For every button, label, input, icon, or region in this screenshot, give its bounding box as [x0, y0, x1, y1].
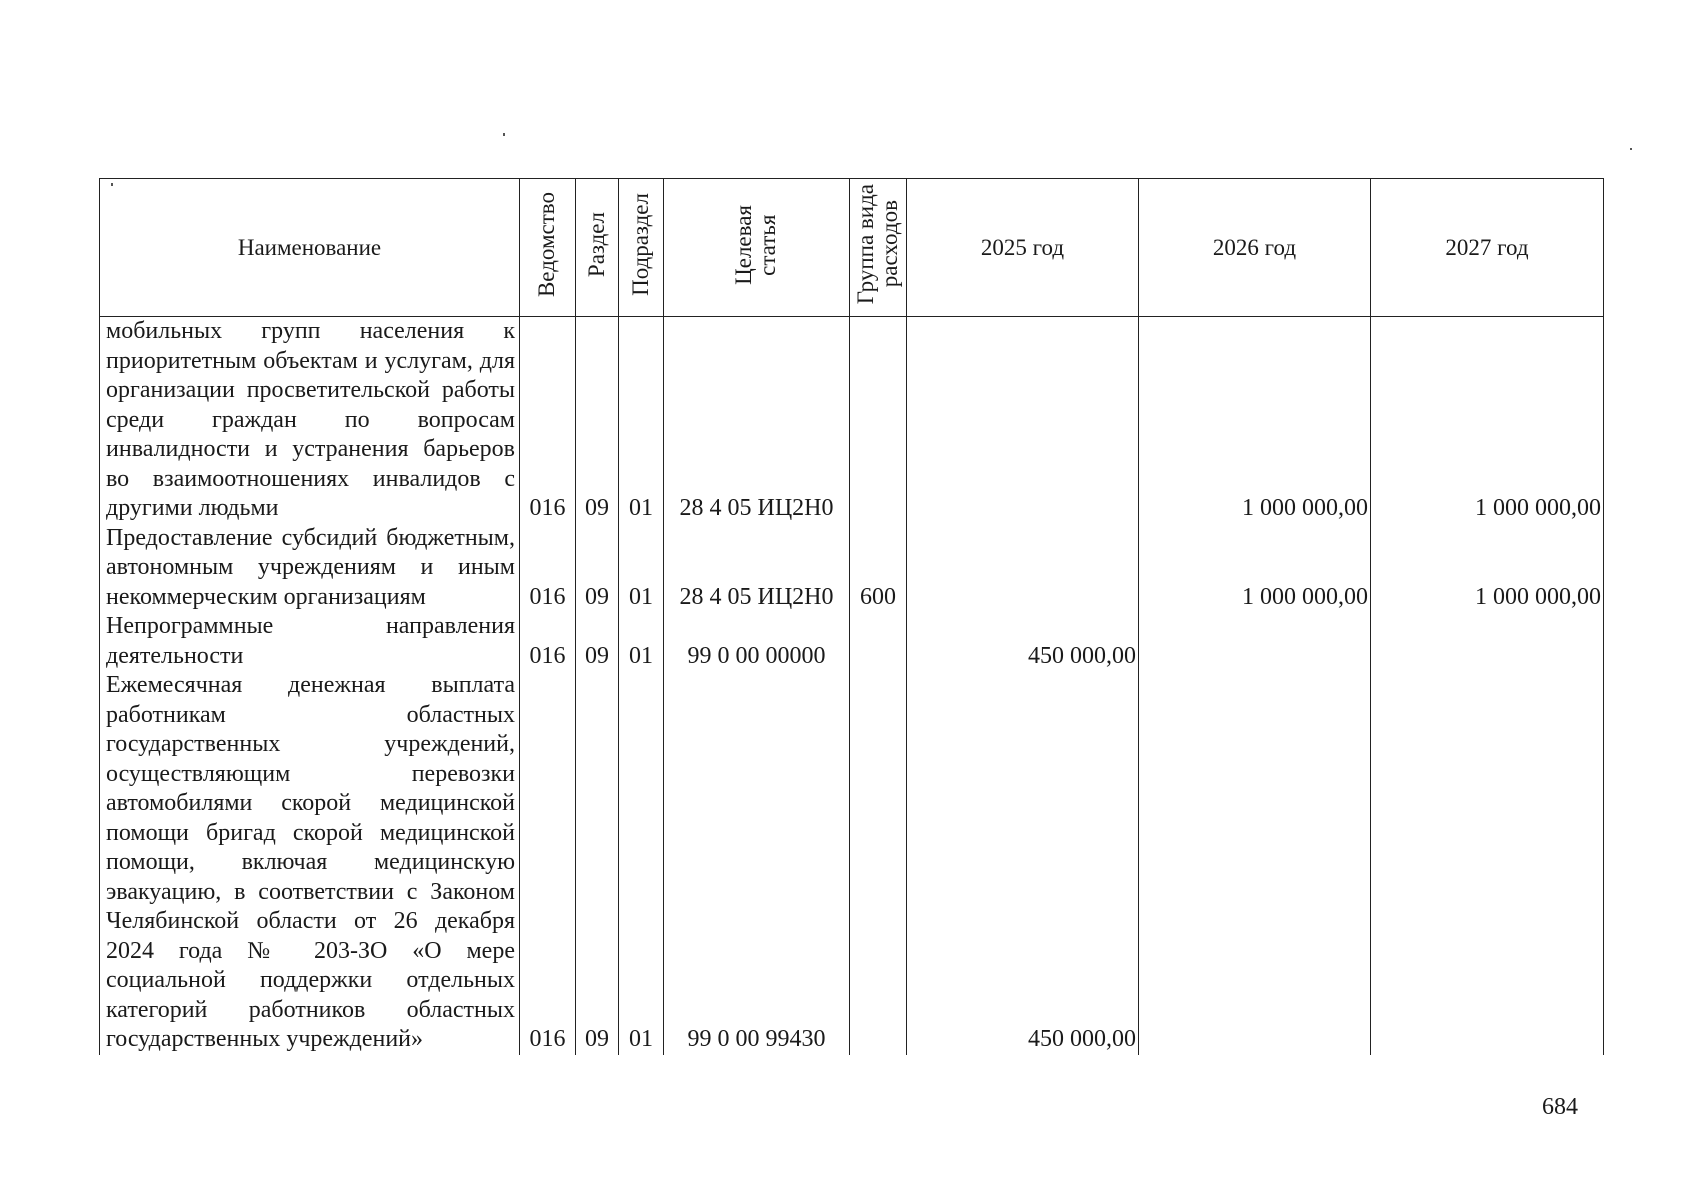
header-2025: 2025 год [907, 179, 1139, 317]
row-name: Непрограммные направления деятельности [100, 612, 520, 671]
budget-table [99, 178, 1604, 1055]
row-podrazdel: 01 [619, 612, 664, 671]
row-2026 [1139, 671, 1371, 1055]
table-row [100, 671, 1604, 1055]
row-name: мобильных групп населения к приоритетным объектам и услугам, для организации просветительской работы среди граждан по вопросам инвалидности и устранения барьеров во взаимоотношениях инвалидов с другими людьми [100, 317, 520, 524]
row-podrazdel: 01 [619, 671, 664, 1055]
row-celevaya: 99 0 00 99430 [664, 671, 850, 1055]
row-gruppa [850, 671, 907, 1055]
row-podrazdel: 01 [619, 317, 664, 524]
scan-speck [111, 183, 113, 186]
row-gruppa: 600 [850, 524, 907, 613]
row-podrazdel: 01 [619, 524, 664, 613]
row-2025: 450 000,00 [907, 612, 1139, 671]
header-ved: Ведомство [520, 179, 576, 317]
table-row [100, 524, 1604, 613]
row-name: Ежемесячная денежная выплата работникам областных государственных учреждений, осуществляющим перевозки автомобилями скорой медицинской помощи бригад скорой медицинской помощи, включая медицинскую эвакуацию, в соответствии с Законом Челябинской области от 26 декабря 2024 года № 203-ЗО «О мере социальной поддержки отдельных категорий работников областных государственных учреждений» [100, 671, 520, 1055]
row-ved: 016 [520, 612, 576, 671]
row-2027 [1371, 612, 1604, 671]
row-celevaya: 28 4 05 ИЦ2Н0 [664, 524, 850, 613]
row-2025 [907, 317, 1139, 524]
scan-speck [503, 133, 505, 136]
header-podrazdel: Подраздел [619, 179, 664, 317]
row-2026: 1 000 000,00 [1139, 317, 1371, 524]
row-ved: 016 [520, 671, 576, 1055]
page-number: 684 [1542, 1094, 1578, 1120]
scan-speck [1630, 148, 1632, 150]
header-name: Наименование [100, 179, 520, 317]
table-header [100, 179, 1604, 317]
row-razdel: 09 [576, 317, 619, 524]
row-2027: 1 000 000,00 [1371, 317, 1604, 524]
row-razdel: 09 [576, 671, 619, 1055]
header-gruppa: Группа вида расходов [850, 179, 907, 317]
row-2026 [1139, 612, 1371, 671]
header-celevaya: Целевая статья [664, 179, 850, 317]
header-razdel: Раздел [576, 179, 619, 317]
row-gruppa [850, 612, 907, 671]
row-razdel: 09 [576, 612, 619, 671]
row-2025: 450 000,00 [907, 671, 1139, 1055]
row-2027 [1371, 671, 1604, 1055]
row-name: Предоставление субсидий бюджетным, автономным учреждениям и иным некоммерческим организациям [100, 524, 520, 613]
table-row [100, 612, 1604, 671]
row-ved: 016 [520, 317, 576, 524]
row-ved: 016 [520, 524, 576, 613]
row-celevaya: 99 0 00 00000 [664, 612, 850, 671]
row-2026: 1 000 000,00 [1139, 524, 1371, 613]
row-2025 [907, 524, 1139, 613]
row-celevaya: 28 4 05 ИЦ2Н0 [664, 317, 850, 524]
table-row [100, 317, 1604, 524]
row-razdel: 09 [576, 524, 619, 613]
row-gruppa [850, 317, 907, 524]
header-2026: 2026 год [1139, 179, 1371, 317]
header-2027: 2027 год [1371, 179, 1604, 317]
row-2027: 1 000 000,00 [1371, 524, 1604, 613]
